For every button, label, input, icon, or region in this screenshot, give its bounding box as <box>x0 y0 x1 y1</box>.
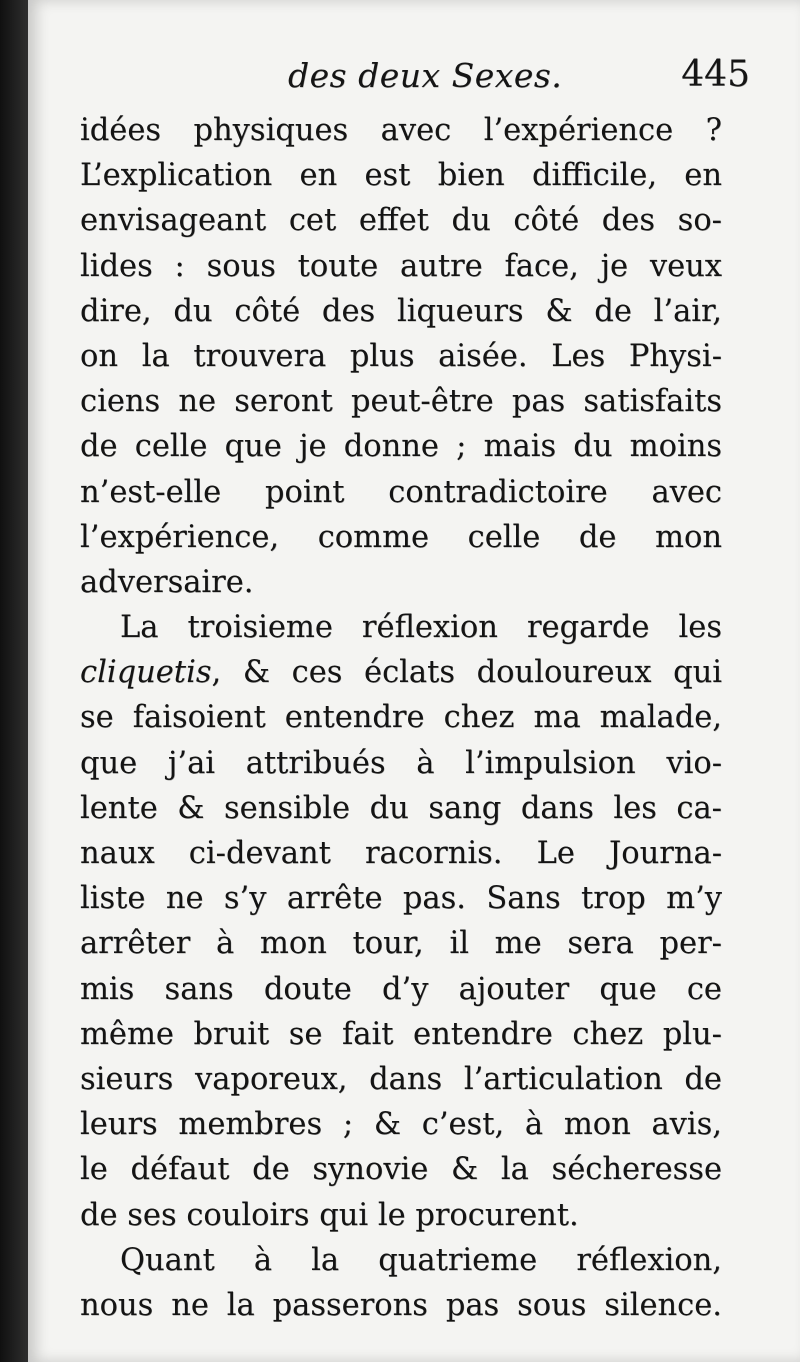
text-line: n’est-elle point contradictoire avec <box>80 474 722 510</box>
text-line: naux ci-devant racornis. Le Journa- <box>80 836 722 871</box>
text-line: de ses couloirs qui le procurent. <box>80 1197 579 1233</box>
text-line: que j’ai attribués à l’impulsion vio- <box>80 745 722 781</box>
text-line: mis sans doute d’y ajouter que ce <box>80 971 722 1007</box>
text-line: dire, du côté des liqueurs & de l’air, <box>80 293 722 329</box>
text-line: La troisieme réflexion regarde les <box>120 610 722 646</box>
text-line: cliquetis, & ces éclats douloureux qui <box>80 655 722 691</box>
text-line: même bruit se fait entendre chez plu- <box>80 1016 722 1052</box>
text-line: le défaut de synovie & la sécheresse <box>80 1152 722 1188</box>
text-line: sieurs vaporeux, dans l’articulation de <box>80 1061 722 1097</box>
text-line: lente & sensible du sang dans les ca- <box>80 790 722 826</box>
text-line: on la trouvera plus aisée. Les Physi- <box>80 338 722 374</box>
text-line: l’expérience, comme celle de mon <box>80 519 722 555</box>
page-number: 445 <box>681 54 750 95</box>
running-title: des deux Sexes. <box>288 56 563 95</box>
paragraph-2 <box>80 605 722 1238</box>
text-line: ciens ne seront peut-être pas satisfaits <box>80 384 722 420</box>
text-line: lides : sous toute autre face, je veux <box>80 248 722 284</box>
text-line: envisageant cet effet du côté des so- <box>80 203 722 239</box>
text-line: L’explication en est bien difficile, en <box>80 158 722 194</box>
body-text <box>80 108 722 1328</box>
text-line: se faisoient entendre chez ma malade, <box>80 700 722 736</box>
text-line: leurs membres ; & c’est, à mon avis, <box>80 1107 722 1143</box>
text-line: nous ne la passerons pas sous silence. <box>80 1287 722 1323</box>
text-line: Quant à la quatrieme réflexion, <box>120 1242 722 1278</box>
text-line: idées physiques avec l’expérience ? <box>80 113 722 148</box>
text-line: de celle que je donne ; mais du moins <box>80 429 722 465</box>
text-line: adversaire. <box>80 564 254 600</box>
paragraph-3 <box>80 1238 722 1328</box>
paragraph-1 <box>80 108 722 605</box>
text-line: liste ne s’y arrête pas. Sans trop m’y <box>80 881 722 917</box>
text-line: arrêter à mon tour, il me sera per- <box>80 926 722 962</box>
page-header <box>258 52 758 102</box>
